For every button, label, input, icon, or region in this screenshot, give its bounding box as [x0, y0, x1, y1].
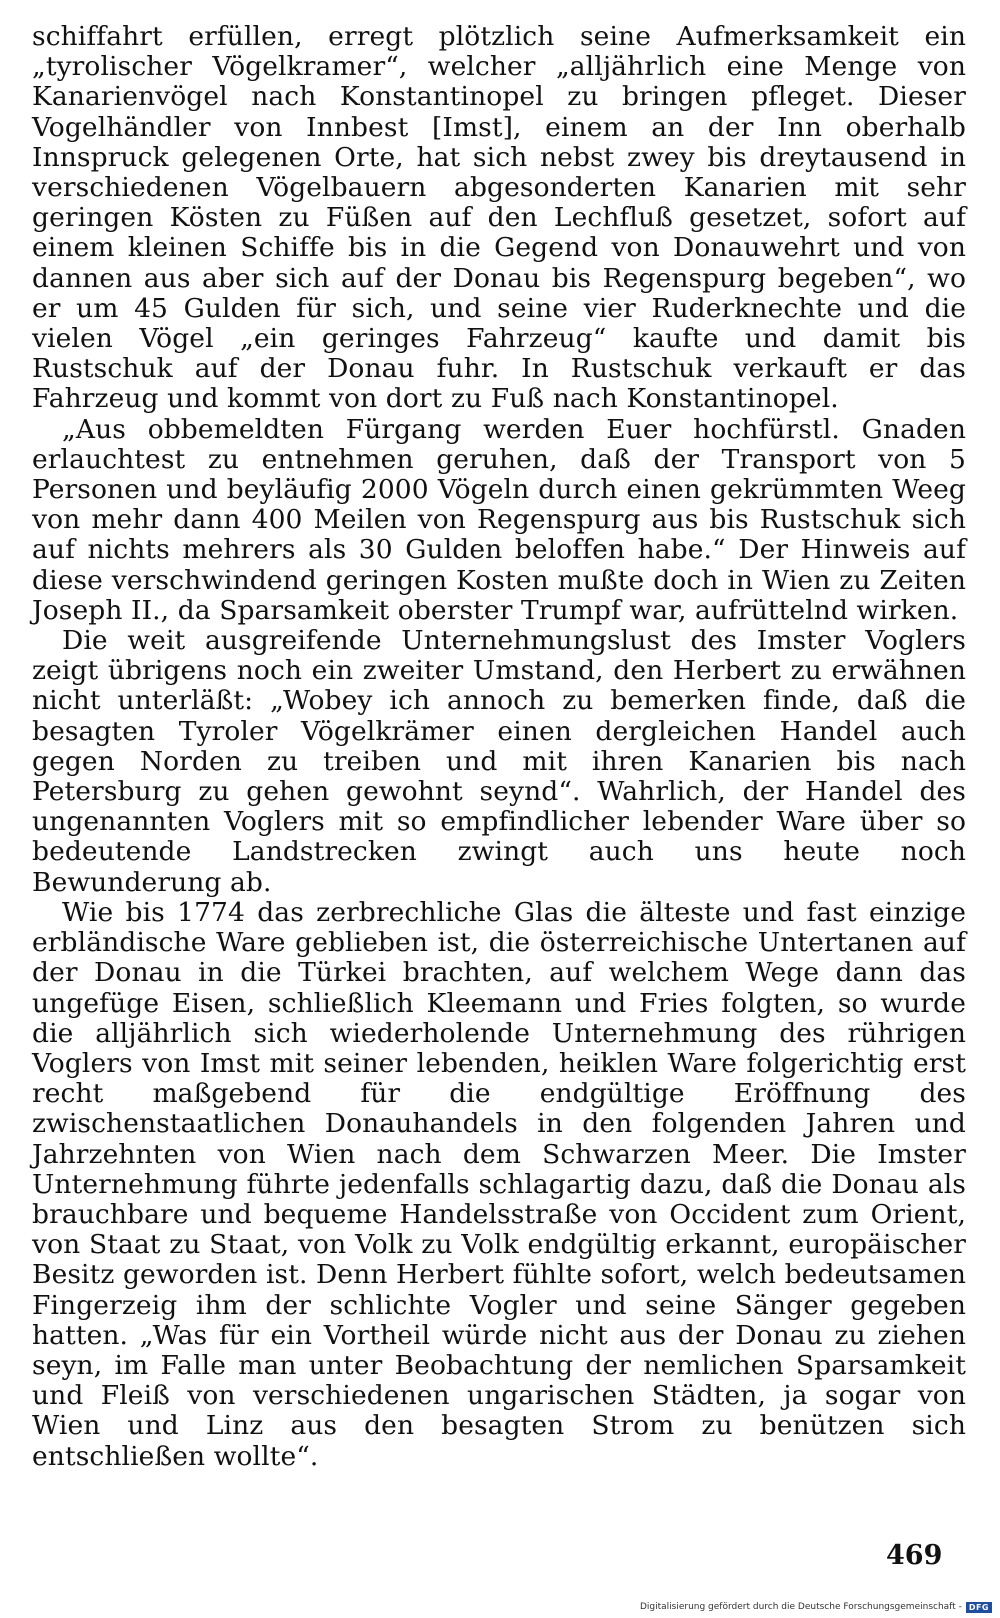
page-number: 469: [886, 1540, 943, 1571]
paragraph-continuation: schiffahrt erfüllen, erregt plötzlich seine Aufmerksamkeit ein „tyrolischer Vögelkramer“, welcher „alljährlich eine Menge von Kanarienvögel nach Konstantinopel zu bringen pfleget. Dieser Vogelhändler von Innbest [Imst], einem an der Inn oberhalb Innspruck gelegenen Orte, hat sich nebst zwey bis dreytausend in verschiedenen Vögelbauern abgesonderten Kanarien mit sehr geringen Kösten zu Füßen auf den Lechfluß gesetzet, sofort auf einem kleinen Schiffe bis in die Gegend von Donauwehrt und von dannen aus aber sich auf der Donau bis Regenspurg begeben“, wo er um 45 Gulden für sich, und seine vier Ruderknechte und die vielen Vögel „ein geringes Fahrzeug“ kaufte und damit bis Rustschuk auf der Donau fuhr. In Rustschuk verkauft er das Fahrzeug und kommt von dort zu Fuß nach Konstantinopel.: [32, 21, 966, 415]
footer-text: Digitalisierung gefördert durch die Deutsche Forschungsgemeinschaft -: [639, 1602, 962, 1612]
paragraph-voglers-enterprise: Die weit ausgreifende Unternehmungslust des Imster Voglers zeigt übrigens noch ein zweiter Umstand, den Herbert zu erwähnen nicht unterläßt: „Wobey ich annoch zu bemerken finde, daß die besagten Tyroler Vögelkrämer einen dergleichen Handel auch gegen Norden zu treiben und mit ihren Kanarien bis nach Petersburg zu gehen gewohnt seynd“. Wahrlich, der Handel des ungenannten Voglers mit so empfindlicher lebender Ware über so bedeutende Landstrecken zwingt auch uns heute noch Bewunderung ab.: [32, 625, 966, 898]
page-body: [32, 22, 966, 1472]
dfg-logo: DFG: [966, 1602, 992, 1613]
paragraph-quote-transport: „Aus obbemeldten Fürgang werden Euer hochfürstl. Gnaden erlauchtest zu entnehmen geruhen, daß der Transport von 5 Personen und beyläufig 2000 Vögeln durch einen gekrümmten Weeg von mehr dann 400 Meilen von Regenspurg aus bis Rustschuk sich auf nichts mehrers als 30 Gulden beloffen habe.“ Der Hinweis auf diese verschwindend geringen Kosten mußte doch in Wien zu Zeiten Joseph II., da Sparsamkeit oberster Trumpf war, aufrüttelnd wirken.: [32, 413, 966, 626]
digitization-footer: [640, 1600, 992, 1614]
paragraph-danube-trade: Wie bis 1774 das zerbrechliche Glas die älteste und fast einzige erbländische Ware geblieben ist, die österreichische Untertanen auf der Donau in die Türkei brachten, auf welchem Wege dann das ungefüge Eisen, schließlich Kleemann und Fries folgten, so wurde die alljährlich sich wiederholende Unternehmung des rührigen Voglers von Imst mit seiner lebenden, heiklen Ware folgerichtig erst recht maßgebend für die endgültige Eröffnung des zwischenstaatlichen Donauhandels in den folgenden Jahren und Jahrzehnten von Wien nach dem Schwarzen Meer. Die Imster Unternehmung führte jedenfalls schlagartig dazu, daß die Donau als brauchbare und bequeme Handelsstraße von Occident zum Orient, von Staat zu Staat, von Volk zu Volk endgültig erkannt, europäischer Besitz geworden ist. Denn Herbert fühlte sofort, welch bedeutsamen Fingerzeig ihm der schlichte Vogler und seine Sänger gegeben hatten. „Was für ein Vortheil würde nicht aus der Donau zu ziehen seyn, im Falle man unter Beobachtung der nemlichen Sparsamkeit und Fleiß von verschiedenen ungarischen Städten, ja sogar von Wien und Linz aus den besagten Strom zu benützen sich entschließen wollte“.: [32, 896, 966, 1472]
